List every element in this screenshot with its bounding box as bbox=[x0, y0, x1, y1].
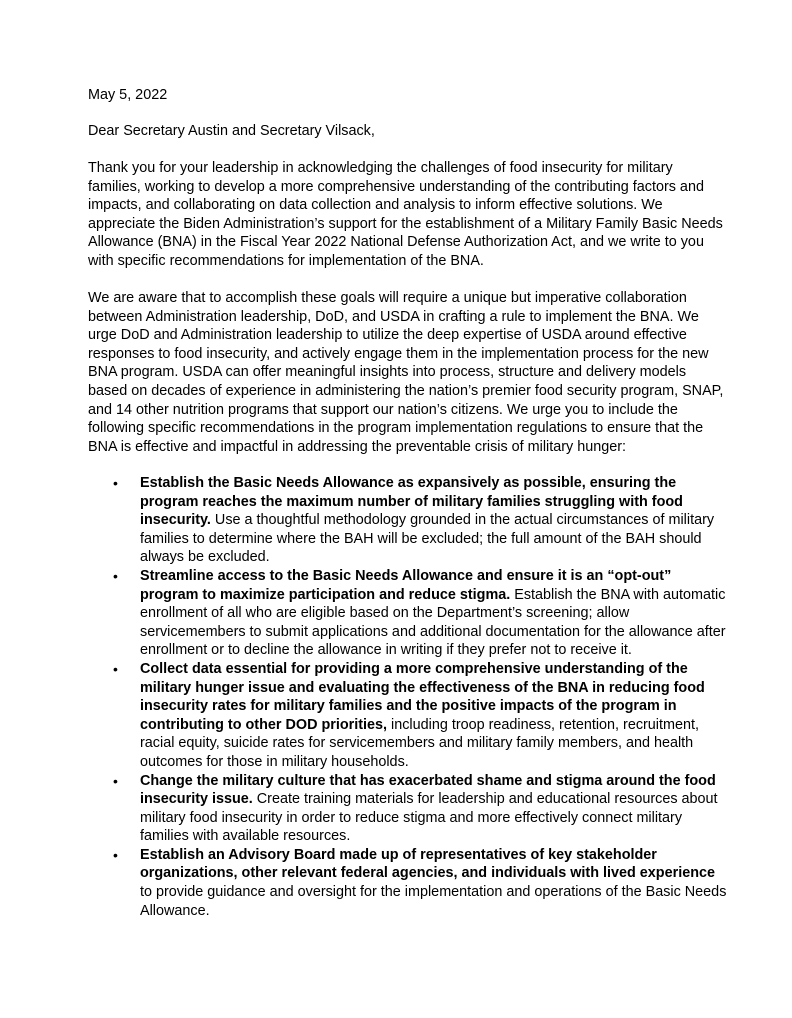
recommendation-body-text: Use a thoughtful methodology grounded in the actual circumstances of military bbox=[210, 512, 715, 529]
recommendation-line bbox=[140, 604, 740, 623]
recommendation-heading-text: contributing to other DOD priorities, bbox=[140, 716, 388, 733]
recommendation-body-text: families with available resources. bbox=[140, 828, 351, 845]
recommendation-line bbox=[140, 716, 740, 735]
recommendation-body-text: racial equity, suicide rates for servicemembers and military family members, and health bbox=[140, 735, 694, 752]
recommendation-line bbox=[140, 697, 740, 716]
paragraph-line: based on decades of experience in administering the nation’s premier food security program, SNAP, bbox=[88, 382, 724, 399]
paragraph-line: appreciate the Biden Administration’s support for the establishment of a Military Family Basic Needs bbox=[88, 215, 723, 232]
recommendation-heading-text: insecurity rates for military families and the positive impacts of the program in bbox=[140, 698, 677, 715]
recommendation-line bbox=[140, 511, 740, 530]
recommendation-line bbox=[140, 734, 740, 753]
bullet-icon: • bbox=[113, 567, 118, 584]
recommendation-body-text: to provide guidance and oversight for the implementation and operations of the Basic Needs bbox=[140, 884, 727, 901]
recommendation-line bbox=[140, 679, 740, 698]
recommendation-line bbox=[140, 474, 740, 493]
recommendation-body-text: including troop readiness, retention, recruitment, bbox=[387, 716, 699, 733]
recommendation-body-text: Create training materials for leadership and educational resources about bbox=[252, 791, 718, 808]
recommendation-line bbox=[140, 753, 740, 772]
paragraph-line: BNA is effective and impactful in addressing the preventable crisis of military hunger: bbox=[88, 438, 627, 455]
paragraph-line: We are aware that to accomplish these goals will require a unique but imperative collaboration bbox=[88, 290, 687, 306]
recommendation-line bbox=[140, 530, 740, 549]
recommendation-heading-text: Establish the Basic Needs Allowance as expansively as possible, ensuring the bbox=[140, 475, 677, 491]
recommendation-heading-text: insecurity. bbox=[140, 512, 211, 529]
paragraph-line: families, working to develop a more comprehensive understanding of the contributing factors and bbox=[88, 178, 704, 195]
recommendation-heading-text: insecurity issue. bbox=[140, 791, 253, 808]
recommendation-heading-text: program reaches the maximum number of military families struggling with food bbox=[140, 493, 683, 510]
recommendation-heading-text: organizations, other relevant federal agencies, and individuals with lived experience bbox=[140, 865, 716, 882]
bullet-icon: • bbox=[113, 660, 118, 677]
recommendation-heading-text: Change the military culture that has exacerbated shame and stigma around the food bbox=[140, 772, 716, 789]
letter-salutation: Dear Secretary Austin and Secretary Vilsack, bbox=[88, 123, 375, 139]
recommendation-body-text: families to determine where the BAH will be excluded; the full amount of the BAH should bbox=[140, 530, 702, 547]
recommendation-body-text: outcomes for those in military households. bbox=[140, 753, 409, 770]
paragraph-line: with specific recommendations for implementation of the BNA. bbox=[88, 252, 484, 269]
recommendation-heading-text: military hunger issue and evaluating the effectiveness of the BNA in reducing food bbox=[140, 679, 705, 696]
recommendation-heading-text: Streamline access to the Basic Needs Allowance and ensure it is an “opt-out” bbox=[140, 567, 672, 584]
paragraph-line: urge DoD and Administration leadership to utilize the deep expertise of USDA around effective bbox=[88, 327, 687, 344]
recommendation-line bbox=[140, 809, 740, 828]
recommendation-line bbox=[140, 772, 740, 791]
collaboration-paragraph bbox=[88, 289, 724, 456]
recommendation-body-text: always be excluded. bbox=[140, 549, 270, 566]
bullet-icon: • bbox=[113, 772, 118, 789]
paragraph-line: following specific recommendations in the program implementation regulations to ensure that the bbox=[88, 420, 704, 437]
recommendation-heading-text: Collect data essential for providing a more comprehensive understanding of the bbox=[140, 660, 688, 677]
recommendation-line bbox=[140, 623, 740, 642]
recommendation-line bbox=[140, 567, 740, 586]
recommendation-item bbox=[0, 846, 740, 920]
recommendation-line bbox=[140, 902, 740, 921]
recommendation-line bbox=[140, 864, 740, 883]
paragraph-line: between Administration leadership, DoD, and USDA in crafting a rule to implement the BNA. We bbox=[88, 308, 699, 325]
recommendation-heading-text: Establish an Advisory Board made up of representatives of key stakeholder bbox=[140, 846, 657, 863]
recommendation-item bbox=[0, 660, 740, 772]
recommendation-body-text: enrollment or to decline the allowance in writing if they prefer not to receive it. bbox=[140, 642, 632, 659]
recommendation-line bbox=[140, 846, 740, 865]
recommendation-line bbox=[140, 493, 740, 512]
recommendation-body-text: military food insecurity in order to reduce stigma and more effectively connect military bbox=[140, 809, 683, 826]
paragraph-line: Thank you for your leadership in acknowledging the challenges of food insecurity for military bbox=[88, 160, 673, 176]
recommendation-line bbox=[140, 586, 740, 605]
paragraph-line: BNA program. USDA can offer meaningful insights into process, structure and delivery models bbox=[88, 364, 687, 381]
recommendations-list bbox=[0, 474, 792, 920]
intro-paragraph bbox=[88, 159, 723, 271]
recommendation-item bbox=[0, 474, 740, 567]
recommendation-item bbox=[0, 567, 740, 660]
recommendation-line bbox=[140, 660, 740, 679]
recommendation-body-text: Allowance. bbox=[140, 902, 210, 919]
bullet-icon: • bbox=[113, 475, 118, 491]
recommendation-heading-text: program to maximize participation and reduce stigma. bbox=[140, 586, 511, 603]
recommendation-line bbox=[140, 827, 740, 846]
recommendation-line bbox=[140, 790, 740, 809]
recommendation-body-text: servicemembers to submit applications and additional documentation for the allowance after bbox=[140, 623, 726, 640]
paragraph-line: impacts, and collaborating on data collection and analysis to inform effective solutions. We bbox=[88, 197, 663, 214]
recommendation-line bbox=[140, 641, 740, 660]
paragraph-line: and 14 other nutrition programs that support our nation’s citizens. We urge you to include the bbox=[88, 401, 678, 418]
letter-date: May 5, 2022 bbox=[88, 87, 168, 103]
recommendation-body-text: enrollment of all who are eligible based on the Department’s screening; allow bbox=[140, 605, 630, 622]
recommendation-line bbox=[140, 548, 740, 567]
recommendation-line bbox=[140, 883, 740, 902]
recommendation-body-text: Establish the BNA with automatic bbox=[510, 586, 726, 603]
paragraph-line: Allowance (BNA) in the Fiscal Year 2022 National Defense Authorization Act, and we write to you bbox=[88, 234, 704, 251]
recommendation-item bbox=[0, 772, 740, 846]
paragraph-line: responses to food insecurity, and actively engage them in the implementation process for the new bbox=[88, 345, 709, 362]
bullet-icon: • bbox=[113, 846, 118, 863]
